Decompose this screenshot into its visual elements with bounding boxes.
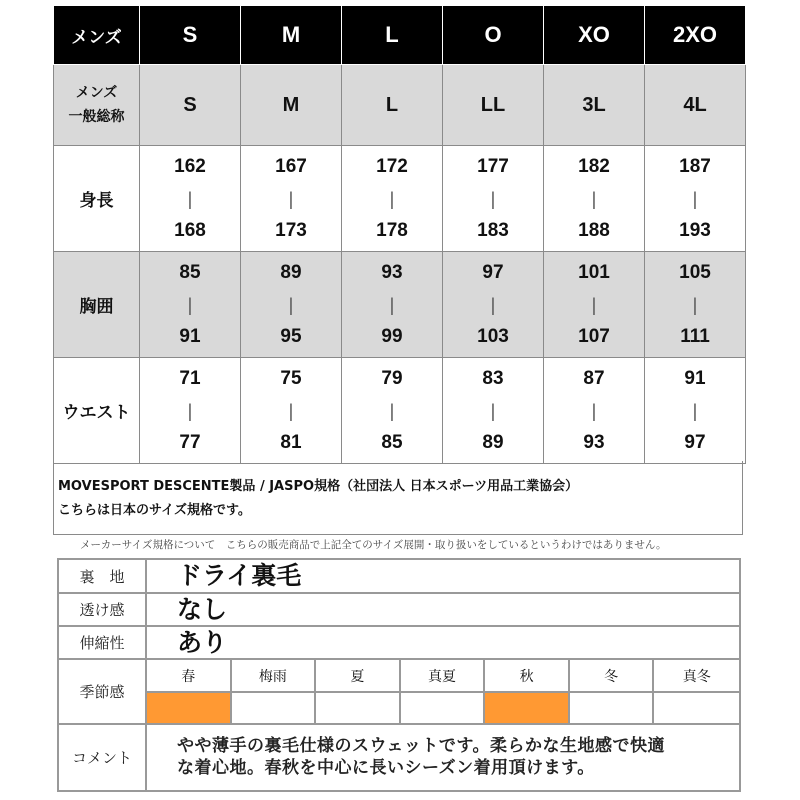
range-max: 111 [680, 325, 710, 347]
range-max: 85 [381, 431, 403, 453]
size-standard-notes [53, 461, 743, 535]
generic-size: L [342, 65, 443, 146]
range-max: 95 [280, 325, 302, 347]
comment-line-2: な着心地。春秋を中心に長いシーズン着用頂けます。 [177, 758, 595, 778]
range-cell [241, 146, 342, 252]
spec-row-season [59, 660, 739, 725]
stretch-label: 伸縮性 [59, 627, 147, 658]
range-separator: | [389, 400, 395, 421]
generic-size: M [241, 65, 342, 146]
sheerness-label: 透け感 [59, 594, 147, 625]
range-cell [140, 146, 241, 252]
range-min: 75 [280, 367, 302, 389]
range-cell [140, 252, 241, 358]
size-s: S [140, 6, 241, 65]
sheerness-value: なし [177, 595, 228, 624]
spec-row-comment [59, 725, 739, 790]
range-cell [241, 358, 342, 464]
chest-label: 胸囲 [54, 252, 140, 358]
range-min: 187 [679, 155, 711, 177]
range-cell [645, 252, 746, 358]
season-autumn: 秋 [485, 660, 570, 693]
season-mark [232, 693, 317, 723]
season-mark [570, 693, 655, 723]
range-max: 183 [477, 219, 509, 241]
generic-size-row [54, 65, 746, 146]
season-summer: 夏 [316, 660, 401, 693]
range-max: 93 [583, 431, 605, 453]
range-min: 89 [280, 261, 302, 283]
comment-line-1: やや薄手の裏毛仕様のスウェットです。柔らかな生地感で快適 [177, 736, 665, 756]
season-mark [401, 693, 486, 723]
range-cell [544, 358, 645, 464]
range-max: 91 [179, 325, 201, 347]
stretch-value: あり [177, 628, 228, 657]
size-xo: XO [544, 6, 645, 65]
generic-size: 4L [645, 65, 746, 146]
range-max: 168 [174, 219, 206, 241]
range-separator: | [490, 400, 496, 421]
range-max: 178 [376, 219, 408, 241]
lining-value: ドライ裏毛 [177, 561, 302, 590]
spec-row-stretch [59, 627, 739, 660]
chest-row [54, 252, 746, 358]
season-spring: 春 [147, 660, 232, 693]
range-separator: | [490, 188, 496, 209]
range-min: 162 [174, 155, 206, 177]
header-label: メンズ [54, 6, 140, 65]
range-cell [443, 146, 544, 252]
range-min: 167 [275, 155, 307, 177]
range-min: 182 [578, 155, 610, 177]
range-separator: | [389, 188, 395, 209]
range-separator: | [187, 400, 193, 421]
range-cell [443, 358, 544, 464]
range-min: 101 [578, 261, 610, 283]
range-max: 193 [679, 219, 711, 241]
range-min: 97 [482, 261, 504, 283]
range-separator: | [389, 294, 395, 315]
range-separator: | [591, 294, 597, 315]
waist-row [54, 358, 746, 464]
range-cell [342, 146, 443, 252]
range-cell [645, 146, 746, 252]
size-2xo: 2XO [645, 6, 746, 65]
range-cell [241, 252, 342, 358]
range-separator: | [692, 400, 698, 421]
size-chart-table [53, 5, 746, 464]
range-min: 91 [684, 367, 706, 389]
season-midwinter: 真冬 [654, 660, 739, 693]
range-min: 93 [381, 261, 403, 283]
range-max: 89 [482, 431, 504, 453]
season-label: 季節感 [59, 660, 147, 723]
range-separator: | [591, 400, 597, 421]
range-min: 105 [679, 261, 711, 283]
height-label: 身長 [54, 146, 140, 252]
range-cell [443, 252, 544, 358]
range-cell [342, 252, 443, 358]
generic-size: S [140, 65, 241, 146]
range-separator: | [288, 400, 294, 421]
season-winter: 冬 [570, 660, 655, 693]
range-separator: | [288, 294, 294, 315]
spec-row-sheerness [59, 594, 739, 627]
season-mark [316, 693, 401, 723]
lining-label: 裏 地 [59, 560, 147, 592]
generic-size: 3L [544, 65, 645, 146]
season-mark [654, 693, 739, 723]
range-separator: | [490, 294, 496, 315]
range-separator: | [187, 294, 193, 315]
season-grid [147, 660, 739, 723]
season-mark [485, 693, 570, 723]
season-rainy: 梅雨 [232, 660, 317, 693]
size-o: O [443, 6, 544, 65]
range-separator: | [692, 188, 698, 209]
generic-label [54, 65, 140, 146]
generic-size: LL [443, 65, 544, 146]
range-cell [342, 358, 443, 464]
range-max: 81 [280, 431, 302, 453]
range-min: 79 [381, 367, 403, 389]
season-midsummer: 真夏 [401, 660, 486, 693]
waist-label: ウエスト [54, 358, 140, 464]
range-min: 85 [179, 261, 201, 283]
range-max: 77 [179, 431, 201, 453]
range-max: 103 [477, 325, 509, 347]
spec-row-lining [59, 560, 739, 594]
range-cell [645, 358, 746, 464]
range-separator: | [692, 294, 698, 315]
notes-line-2: こちらは日本のサイズ規格です。 [58, 503, 251, 518]
range-max: 107 [578, 325, 610, 347]
range-max: 97 [684, 431, 706, 453]
range-max: 99 [381, 325, 403, 347]
notes-line-1: MOVESPORT DESCENTE製品 / JASPO規格（社団法人 日本スポーツ用品工業協会） [58, 479, 579, 494]
range-cell [544, 252, 645, 358]
range-min: 177 [477, 155, 509, 177]
range-max: 188 [578, 219, 610, 241]
range-max: 173 [275, 219, 307, 241]
size-l: L [342, 6, 443, 65]
generic-label-line2: 一般総称 [68, 109, 125, 125]
fabric-spec-table [57, 558, 741, 792]
range-separator: | [187, 188, 193, 209]
range-separator: | [288, 188, 294, 209]
size-header-row [54, 6, 746, 65]
range-cell [544, 146, 645, 252]
height-row [54, 146, 746, 252]
size-m: M [241, 6, 342, 65]
generic-label-line1: メンズ [75, 85, 118, 101]
range-min: 71 [179, 367, 201, 389]
comment-label: コメント [59, 725, 147, 790]
range-min: 87 [583, 367, 605, 389]
maker-size-caption: メーカーサイズ規格について こちらの販売商品で上記全てのサイズ展開・取り扱いをしているというわけではありません。 [80, 539, 667, 551]
range-separator: | [591, 188, 597, 209]
range-cell [140, 358, 241, 464]
range-min: 172 [376, 155, 408, 177]
range-min: 83 [482, 367, 504, 389]
comment-text [177, 735, 665, 779]
season-mark [147, 693, 232, 723]
